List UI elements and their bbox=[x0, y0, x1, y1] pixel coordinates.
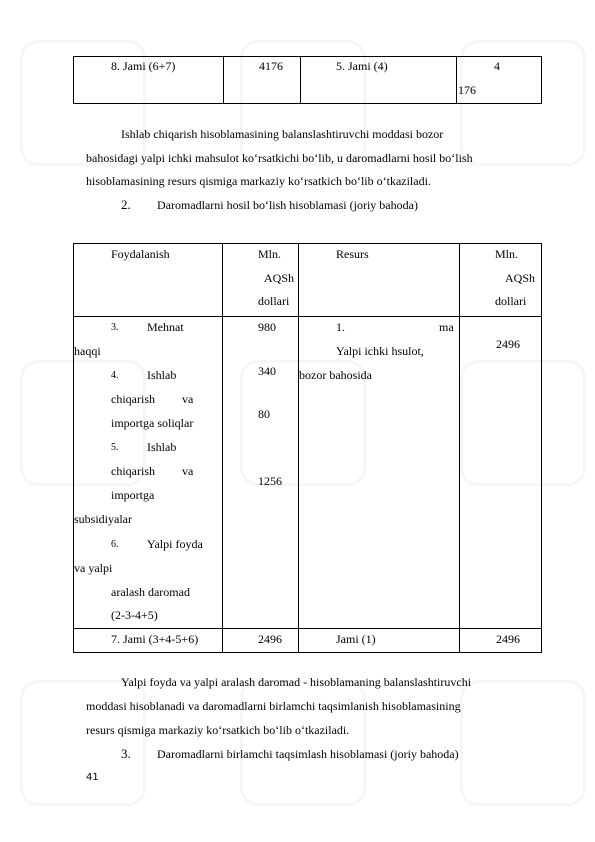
heading-number: 3. bbox=[121, 746, 131, 761]
header-aqsh: AQSh bbox=[264, 271, 295, 285]
resource-number: 1. bbox=[336, 320, 345, 334]
resource-label: ma bbox=[439, 320, 454, 334]
item-label: haqqi bbox=[74, 344, 101, 358]
resource-value: 2496 bbox=[496, 337, 520, 351]
cell-value-part1: 4 bbox=[494, 59, 500, 73]
item-label: Yalpi foyda bbox=[147, 537, 203, 551]
heading-text: Daromadlarni birlamchi taqsimlash hisoblamasi (joriy bahoda) bbox=[157, 747, 459, 761]
item-label: chiqarish bbox=[111, 392, 155, 406]
heading-number: 2. bbox=[121, 197, 131, 212]
cell-jami-4: 5. Jami (4) bbox=[336, 59, 388, 73]
heading-text: Daromadlarni hosil bo‘lish hisoblamasi (joriy bahoda) bbox=[157, 198, 418, 212]
item-label: (2-3-4+5) bbox=[111, 608, 158, 622]
value-cell: 340 bbox=[258, 364, 276, 378]
item-number: 6. bbox=[111, 539, 119, 550]
header-foydalanish: Foydalanish bbox=[111, 247, 170, 261]
item-label: chiqarish bbox=[111, 464, 155, 478]
header-aqsh: AQSh bbox=[505, 271, 536, 285]
item-label: va yalpi bbox=[74, 561, 113, 575]
item-label: Ishlab bbox=[147, 368, 177, 382]
item-number: 4. bbox=[111, 370, 119, 381]
item-label: va bbox=[182, 464, 194, 478]
item-number: 5. bbox=[111, 442, 119, 453]
item-label: importga bbox=[111, 488, 155, 502]
total-label: 7. Jami (3+4-5+6) bbox=[111, 632, 199, 646]
value-cell: 80 bbox=[258, 407, 270, 421]
cell-jami-6-7: 8. Jami (6+7) bbox=[111, 59, 176, 73]
paragraph-line: Yalpi foyda va yalpi aralash daromad - hisoblamaning balanslashtiruvchi bbox=[121, 675, 472, 689]
resource-label: Yalpi ichki hsulot, bbox=[336, 344, 424, 358]
total-label: Jami (1) bbox=[336, 632, 376, 646]
value-cell: 980 bbox=[258, 320, 276, 334]
item-label: Mehnat bbox=[147, 320, 184, 334]
item-label: Ishlab bbox=[147, 440, 177, 454]
item-label: importga soliqlar bbox=[111, 416, 194, 430]
value-cell: 1256 bbox=[258, 474, 282, 488]
item-label: va bbox=[182, 392, 194, 406]
watermark-shape bbox=[460, 360, 586, 486]
paragraph-line: moddasi hisoblanadi va daromadlarni birlamchi taqsimlanish hisoblamasining bbox=[86, 699, 461, 713]
total-value: 2496 bbox=[258, 632, 282, 646]
item-number: 3. bbox=[111, 322, 119, 333]
paragraph-line: resurs qismiga markaziy ko‘rsatkich bo‘lib o‘tkaziladi. bbox=[86, 723, 350, 737]
cell-value-part2: 176 bbox=[458, 83, 476, 97]
header-dollari: dollari bbox=[495, 294, 527, 308]
resource-label: bozor bahosida bbox=[299, 368, 372, 382]
paragraph-line: Ishlab chiqarish hisoblamasining balanslashtiruvchi moddasi bozor bbox=[121, 127, 444, 141]
header-mln: Mln. bbox=[495, 247, 519, 261]
item-label: aralash daromad bbox=[111, 585, 190, 599]
header-dollari: dollari bbox=[258, 294, 290, 308]
total-value: 2496 bbox=[496, 632, 520, 646]
header-resurs: Resurs bbox=[336, 247, 369, 261]
watermark-shape bbox=[460, 680, 586, 806]
paragraph-line: hisoblamasining resurs qismiga markaziy ko‘rsatkich bo‘lib o‘tkaziladi. bbox=[86, 174, 431, 188]
page-number: 41 bbox=[86, 772, 99, 783]
item-label: subsidiyalar bbox=[74, 512, 132, 526]
paragraph-line: bahosidagi yalpi ichki mahsulot ko‘rsatkichi bo‘lib, u daromadlarni hosil bo‘lish bbox=[86, 151, 473, 165]
header-mln: Mln. bbox=[258, 247, 282, 261]
cell-4176: 4176 bbox=[259, 59, 283, 73]
